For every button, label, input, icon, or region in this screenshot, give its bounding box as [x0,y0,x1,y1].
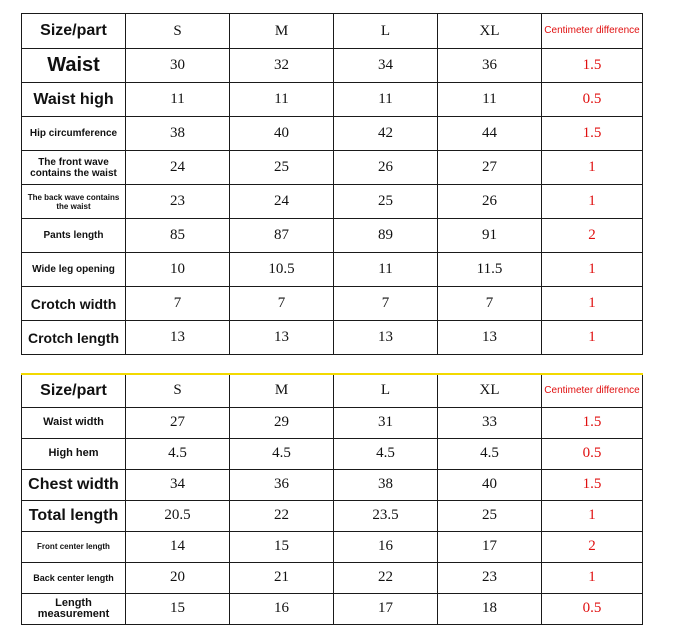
size-header-xl: XL [438,374,542,407]
cell-l: 13 [334,321,438,355]
cell-difference: 1.5 [542,469,643,500]
table-row [22,49,643,83]
cell-m: 10.5 [230,253,334,287]
cell-l: 42 [334,117,438,151]
row-label: Crotch width [22,287,126,321]
cell-l: 11 [334,253,438,287]
cell-l: 22 [334,562,438,593]
cell-xl: 91 [438,219,542,253]
cell-difference: 1 [542,151,643,185]
cell-xl: 7 [438,287,542,321]
table-row [22,500,643,531]
table-row [22,117,643,151]
cell-xl: 33 [438,407,542,438]
table-row [22,321,643,355]
top-size-table [21,373,643,625]
table-row [22,438,643,469]
cell-difference: 1.5 [542,407,643,438]
cell-xl: 40 [438,469,542,500]
centimeter-difference-header: Centimeter difference [542,14,643,49]
cell-xl: 44 [438,117,542,151]
cell-l: 38 [334,469,438,500]
row-label: Back center length [22,562,126,593]
cell-difference: 1 [542,287,643,321]
centimeter-difference-header: Centimeter difference [542,374,643,407]
cell-m: 13 [230,321,334,355]
cell-s: 30 [126,49,230,83]
cell-m: 87 [230,219,334,253]
row-label: The front wave contains the waist [22,151,126,185]
size-header-s: S [126,374,230,407]
table-row [22,219,643,253]
row-label: Crotch length [22,321,126,355]
cell-l: 31 [334,407,438,438]
table-row [22,253,643,287]
size-header-m: M [230,374,334,407]
table-row [22,593,643,624]
cell-xl: 11.5 [438,253,542,287]
cell-l: 89 [334,219,438,253]
cell-l: 16 [334,531,438,562]
cell-m: 15 [230,531,334,562]
cell-m: 24 [230,185,334,219]
cell-s: 23 [126,185,230,219]
cell-difference: 1 [542,253,643,287]
row-label: Waist width [22,407,126,438]
cell-difference: 1 [542,321,643,355]
cell-l: 26 [334,151,438,185]
cell-s: 11 [126,83,230,117]
cell-s: 14 [126,531,230,562]
table-row [22,469,643,500]
size-header-l: L [334,14,438,49]
cell-s: 15 [126,593,230,624]
cell-xl: 13 [438,321,542,355]
row-label: Wide leg opening [22,253,126,287]
cell-difference: 1 [542,500,643,531]
cell-l: 34 [334,49,438,83]
row-label: Waist high [22,83,126,117]
cell-m: 21 [230,562,334,593]
cell-xl: 36 [438,49,542,83]
cell-s: 38 [126,117,230,151]
cell-m: 29 [230,407,334,438]
row-label: Length measurement [22,593,126,624]
cell-difference: 1.5 [542,117,643,151]
cell-difference: 0.5 [542,593,643,624]
cell-xl: 27 [438,151,542,185]
cell-s: 24 [126,151,230,185]
cell-s: 4.5 [126,438,230,469]
cell-xl: 11 [438,83,542,117]
cell-l: 25 [334,185,438,219]
cell-l: 4.5 [334,438,438,469]
row-label: Pants length [22,219,126,253]
row-label: The back wave contains the waist [22,185,126,219]
cell-s: 34 [126,469,230,500]
cell-m: 11 [230,83,334,117]
cell-m: 4.5 [230,438,334,469]
cell-m: 16 [230,593,334,624]
table-row [22,83,643,117]
header-row [22,374,643,407]
table-row [22,151,643,185]
size-header-l: L [334,374,438,407]
table-row [22,185,643,219]
cell-l: 23.5 [334,500,438,531]
cell-m: 22 [230,500,334,531]
cell-xl: 17 [438,531,542,562]
size-header-xl: XL [438,14,542,49]
cell-s: 13 [126,321,230,355]
cell-l: 11 [334,83,438,117]
table-row [22,531,643,562]
cell-m: 32 [230,49,334,83]
size-part-header: Size/part [22,14,126,49]
cell-difference: 1 [542,562,643,593]
cell-s: 20.5 [126,500,230,531]
table-row [22,407,643,438]
row-label: Chest width [22,469,126,500]
cell-difference: 1.5 [542,49,643,83]
cell-m: 40 [230,117,334,151]
cell-m: 36 [230,469,334,500]
cell-l: 7 [334,287,438,321]
cell-s: 20 [126,562,230,593]
cell-xl: 26 [438,185,542,219]
row-label: Total length [22,500,126,531]
cell-xl: 25 [438,500,542,531]
row-label: High hem [22,438,126,469]
size-header-m: M [230,14,334,49]
table-row [22,287,643,321]
cell-xl: 4.5 [438,438,542,469]
row-label: Front center length [22,531,126,562]
cell-m: 25 [230,151,334,185]
cell-s: 7 [126,287,230,321]
cell-s: 27 [126,407,230,438]
cell-s: 85 [126,219,230,253]
cell-difference: 2 [542,219,643,253]
cell-m: 7 [230,287,334,321]
cell-difference: 0.5 [542,83,643,117]
pants-size-table [21,13,643,355]
cell-s: 10 [126,253,230,287]
size-part-header: Size/part [22,374,126,407]
cell-difference: 1 [542,185,643,219]
cell-xl: 23 [438,562,542,593]
table-row [22,562,643,593]
cell-xl: 18 [438,593,542,624]
row-label: Hip circumference [22,117,126,151]
size-header-s: S [126,14,230,49]
header-row [22,14,643,49]
row-label: Waist [22,49,126,83]
cell-difference: 0.5 [542,438,643,469]
cell-l: 17 [334,593,438,624]
cell-difference: 2 [542,531,643,562]
